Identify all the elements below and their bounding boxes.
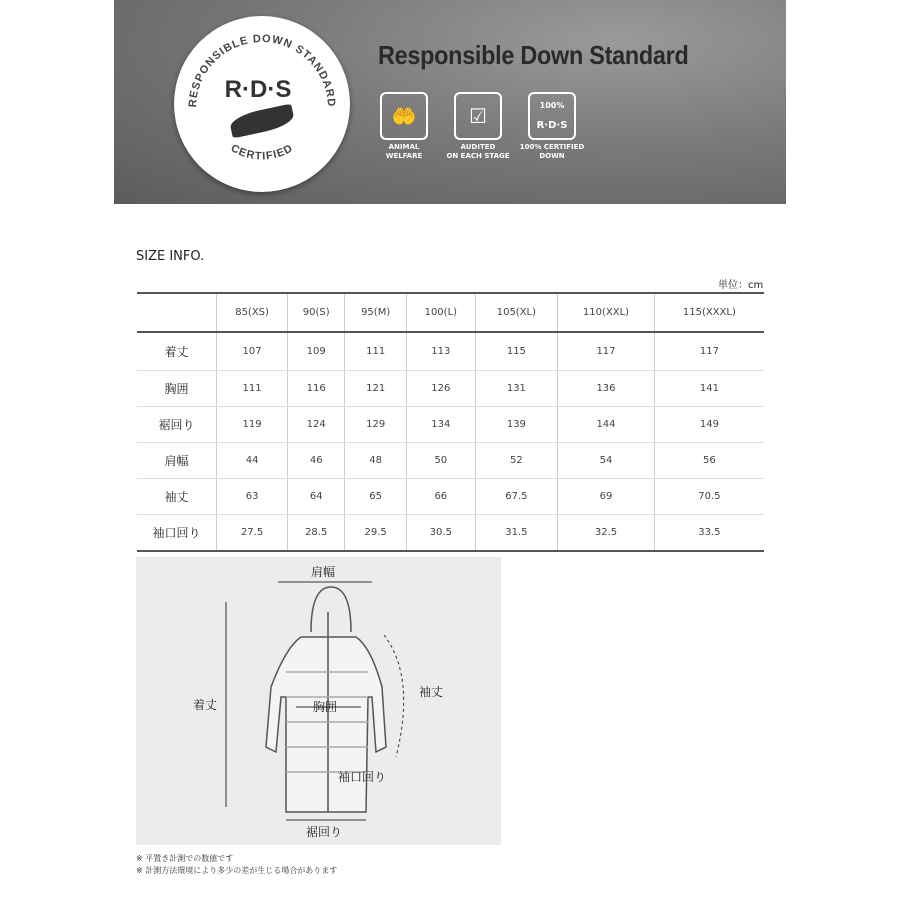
rds-certified-badge — [174, 16, 350, 192]
audit-checklist-icon: ☑ — [454, 92, 502, 140]
table-cell: 141 — [654, 371, 764, 407]
table-cell: 29.5 — [345, 515, 407, 552]
row-label: 胸囲 — [137, 371, 217, 407]
table-cell: 65 — [345, 479, 407, 515]
column-header: 110(XXL) — [558, 293, 655, 332]
table-row — [137, 479, 764, 515]
label-cuff: 袖口回り — [338, 770, 387, 784]
feature-label-audited: AUDITED ON EACH STAGE — [446, 143, 510, 160]
row-label: 袖口回り — [137, 515, 217, 552]
certified-down-icon — [528, 92, 576, 140]
column-header: 95(M) — [345, 293, 407, 332]
table-cell: 144 — [558, 407, 655, 443]
table-cell: 33.5 — [654, 515, 764, 552]
label-length: 着丈 — [193, 698, 218, 712]
table-row — [137, 443, 764, 479]
table-cell: 66 — [407, 479, 476, 515]
table-cell: 50 — [407, 443, 476, 479]
table-cell: 27.5 — [217, 515, 288, 552]
table-cell: 109 — [288, 332, 345, 371]
table-cell: 56 — [654, 443, 764, 479]
icon-percent-text: 100% — [539, 101, 565, 110]
table-cell: 126 — [407, 371, 476, 407]
table-cell: 63 — [217, 479, 288, 515]
table-cell: 149 — [654, 407, 764, 443]
column-header: 105(XL) — [475, 293, 558, 332]
label-sleeve: 袖丈 — [419, 685, 444, 699]
table-cell: 121 — [345, 371, 407, 407]
table-cell: 129 — [345, 407, 407, 443]
table-cell: 64 — [288, 479, 345, 515]
table-row — [137, 515, 764, 552]
table-cell: 119 — [217, 407, 288, 443]
table-cell: 69 — [558, 479, 655, 515]
label-shoulder: 肩幅 — [311, 565, 336, 579]
label-chest: 胸囲 — [313, 700, 338, 714]
table-cell: 44 — [217, 443, 288, 479]
table-cell: 54 — [558, 443, 655, 479]
table-cell: 136 — [558, 371, 655, 407]
table-cell: 70.5 — [654, 479, 764, 515]
table-cell: 111 — [345, 332, 407, 371]
table-cell: 139 — [475, 407, 558, 443]
feature-label-animal-welfare: ANIMAL WELFARE — [385, 143, 423, 160]
note-2: ※ 計測方法環境により多少の差が生じる場合があります — [136, 866, 338, 875]
table-cell: 48 — [345, 443, 407, 479]
table-cell: 31.5 — [475, 515, 558, 552]
animal-welfare-icon: 🤲 — [380, 92, 428, 140]
row-label: 裾回り — [137, 407, 217, 443]
rds-banner — [114, 0, 786, 204]
column-header: 115(XXXL) — [654, 293, 764, 332]
column-header: 90(S) — [288, 293, 345, 332]
size-table — [137, 292, 764, 552]
table-cell: 111 — [217, 371, 288, 407]
feature-label-certified-down: 100% CERTIFIED DOWN — [519, 143, 585, 160]
table-cell: 67.5 — [475, 479, 558, 515]
table-cell: 131 — [475, 371, 558, 407]
table-cell: 113 — [407, 332, 476, 371]
svg-text:CERTIFIED: CERTIFIED — [228, 142, 296, 163]
table-row — [137, 371, 764, 407]
row-label: 袖丈 — [137, 479, 217, 515]
table-cell: 134 — [407, 407, 476, 443]
icon-rds-text: R·D·S — [536, 120, 568, 131]
badge-rds-text: R·D·S — [224, 76, 292, 103]
table-cell: 107 — [217, 332, 288, 371]
banner-title: Responsible Down Standard — [378, 40, 689, 70]
svg-text:RESPONSIBLE DOWN STANDARD: RESPONSIBLE DOWN STANDARD — [186, 32, 338, 108]
table-row — [137, 407, 764, 443]
table-cell: 52 — [475, 443, 558, 479]
table-cell: 117 — [654, 332, 764, 371]
measurement-diagram — [136, 557, 501, 845]
label-hem: 裾回り — [306, 825, 343, 839]
table-cell: 28.5 — [288, 515, 345, 552]
table-cell: 30.5 — [407, 515, 476, 552]
table-cell: 116 — [288, 371, 345, 407]
table-cell: 117 — [558, 332, 655, 371]
feather-icon — [228, 104, 295, 139]
row-label: 肩幅 — [137, 443, 217, 479]
size-info-title: SIZE INFO. — [136, 249, 205, 264]
table-cell: 46 — [288, 443, 345, 479]
note-1: ※ 平置き計測での数値です — [136, 854, 234, 863]
row-label: 着丈 — [137, 332, 217, 371]
table-cell: 124 — [288, 407, 345, 443]
table-cell: 32.5 — [558, 515, 655, 552]
column-header: 100(L) — [407, 293, 476, 332]
table-row — [137, 332, 764, 371]
column-header: 85(XS) — [217, 293, 288, 332]
table-header-row — [137, 293, 764, 332]
unit-label: 単位：cm — [718, 280, 764, 291]
table-cell: 115 — [475, 332, 558, 371]
